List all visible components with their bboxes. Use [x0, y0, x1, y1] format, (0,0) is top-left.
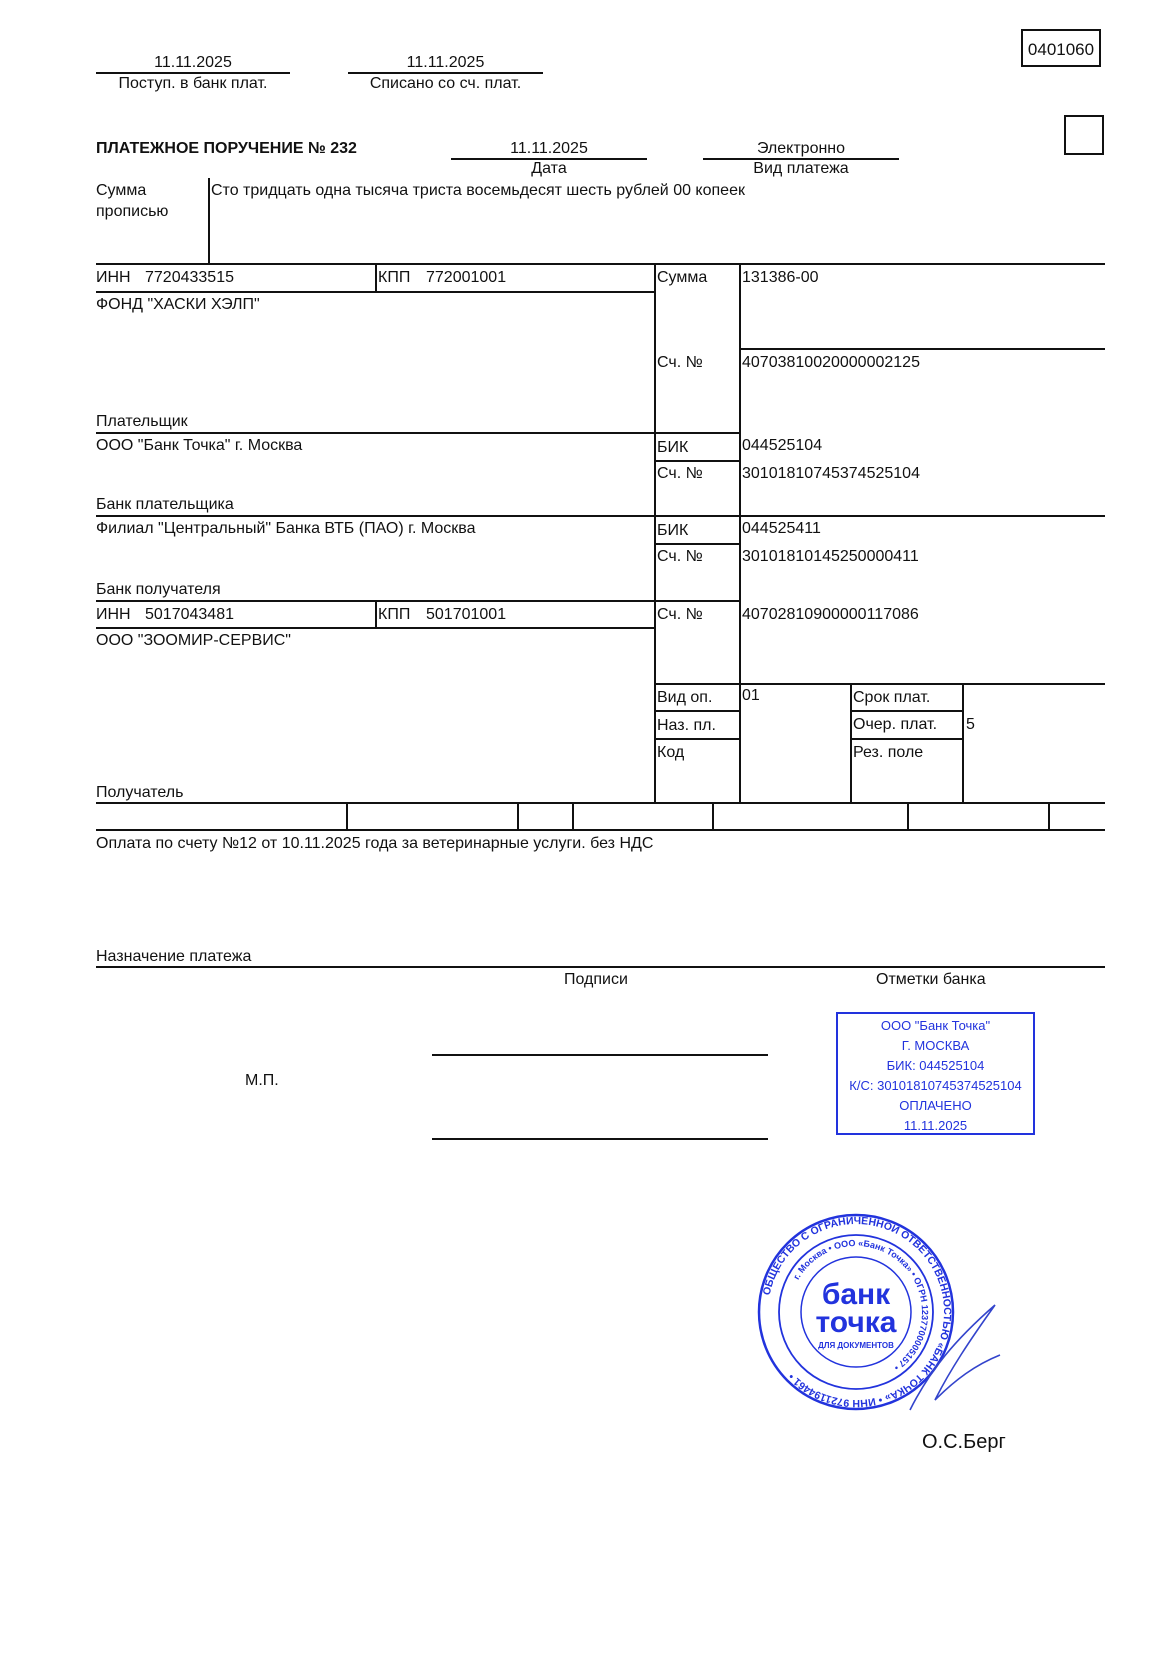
signer-name: О.С.Берг [922, 1431, 1006, 1453]
received-date-line [96, 72, 290, 74]
svg-text:ОБЩЕСТВО С ОГРАНИЧЕННОЙ ОТВЕТС: ОБЩЕСТВО С ОГРАНИЧЕННОЙ ОТВЕТСТВЕННОСТЬЮ «БАНК ТОЧКА» • ИНН 9721194461 • [760, 1214, 954, 1410]
grid-line [654, 600, 740, 602]
reserve-label: Рез. поле [853, 744, 924, 761]
recipient-bank-bik-label: БИК [657, 522, 689, 539]
grid-line [962, 683, 964, 803]
grid-line [654, 543, 740, 545]
payer-name: ФОНД "ХАСКИ ХЭЛП" [96, 296, 260, 313]
grid-line [850, 683, 852, 803]
seal-logo-sub: ДЛЯ ДОКУМЕНТОВ [818, 1341, 894, 1350]
payer-bank-bik: 044525104 [742, 437, 823, 454]
recipient-inn-label: ИНН [96, 606, 131, 623]
empty-mark-box [1064, 115, 1104, 155]
grid-line [654, 432, 740, 434]
form-code: 0401060 [1027, 40, 1095, 59]
bank-paid-stamp [836, 1012, 1035, 1135]
grid-line [517, 802, 519, 830]
stamp-line: ООО "Банк Точка" [880, 1018, 991, 1033]
recipient-kpp-label: КПП [378, 606, 411, 623]
grid-line [739, 348, 1105, 350]
form-code-box [1021, 29, 1101, 67]
payment-type: Электронно [756, 140, 846, 157]
recipient-inn: 5017043481 [145, 606, 234, 623]
purpose-label: Назначение платежа [96, 948, 252, 965]
debited-date-line [348, 72, 543, 74]
amount-words-label-2: прописью [96, 203, 169, 220]
grid-line [375, 600, 377, 628]
grid-line [739, 263, 741, 803]
grid-line [654, 263, 656, 803]
priority: 5 [966, 716, 975, 733]
op-type-label: Вид оп. [657, 689, 713, 706]
doc-date: 11.11.2025 [510, 140, 588, 157]
payer-inn-label: ИНН [96, 269, 131, 286]
payment-type-label: Вид платежа [753, 160, 849, 177]
bank-marks-label: Отметки банка [876, 971, 986, 988]
stamp-line: К/С: 30101810745374525104 [849, 1078, 1022, 1093]
grid-line [907, 802, 909, 830]
recipient-bank-name: Филиал "Центральный" Банка ВТБ (ПАО) г. Москва [96, 520, 476, 537]
payer-inn: 7720433515 [145, 269, 234, 286]
amount-words-label-1: Сумма [96, 182, 147, 199]
grid-line [1048, 802, 1050, 830]
stamp-line: БИК: 044525104 [886, 1058, 985, 1073]
seal-logo-line1: банк [821, 1278, 891, 1311]
payer-account-label: Сч. № [657, 354, 703, 371]
signatures-label: Подписи [564, 971, 628, 988]
grid-line [850, 710, 962, 712]
grid-line [712, 802, 714, 830]
received-label: Поступ. в банк плат. [118, 75, 268, 92]
stamp-line: 11.11.2025 [903, 1118, 968, 1133]
priority-label: Очер. плат. [853, 716, 938, 733]
recipient-section-label: Получатель [96, 784, 184, 801]
signature-scribble-icon [900, 1300, 1020, 1420]
amount-words: Сто тридцать одна тысяча триста восемьдесят шесть рублей 00 копеек [211, 182, 745, 199]
grid-line [654, 738, 740, 740]
grid-line [346, 802, 348, 830]
grid-line [96, 263, 1105, 265]
recipient-account: 40702810900000117086 [742, 606, 919, 623]
received-date: 11.11.2025 [154, 54, 232, 71]
svg-text:г. Москва • ООО «Банк Точка» •: г. Москва • ООО «Банк Точка» • ОГРН 1237700005157 • [791, 1237, 931, 1373]
debited-date: 11.11.2025 [406, 54, 485, 71]
grid-line [654, 683, 1105, 685]
purpose-line [96, 966, 1105, 968]
payer-bank-section-label: Банк плательщика [96, 496, 234, 513]
stamp-line: Г. МОСКВА [901, 1038, 970, 1053]
grid-line [96, 829, 1105, 831]
amount-words-divider [208, 178, 210, 264]
payer-bank-name: ООО "Банк Точка" г. Москва [96, 437, 303, 454]
op-type: 01 [742, 687, 760, 704]
payer-bank-bik-label: БИК [657, 439, 689, 456]
grid-line [96, 802, 1105, 804]
recipient-kpp: 501701001 [426, 606, 507, 623]
doc-date-label: Дата [531, 160, 567, 177]
purpose-code-label: Наз. пл. [657, 717, 716, 734]
recipient-account-label: Сч. № [657, 606, 703, 623]
payer-section-label: Плательщик [96, 413, 188, 430]
recipient-bank-section-label: Банк получателя [96, 581, 221, 598]
grid-line [572, 802, 574, 830]
amount-value: 131386-00 [742, 269, 819, 286]
debited-label: Списано со сч. плат. [369, 75, 522, 92]
term-label: Срок плат. [853, 689, 931, 706]
payer-bank-account-label: Сч. № [657, 465, 703, 482]
amount-label: Сумма [657, 269, 708, 286]
recipient-bank-account: 30101810145250000411 [742, 548, 919, 565]
signature-line-1 [432, 1054, 768, 1056]
grid-line [654, 460, 740, 462]
page-title: ПЛАТЕЖНОЕ ПОРУЧЕНИЕ № 232 [96, 140, 357, 157]
grid-line [850, 738, 962, 740]
recipient-bank-bik: 044525411 [742, 520, 821, 537]
payer-kpp-label: КПП [378, 269, 411, 286]
grid-line [96, 515, 1105, 517]
grid-line [375, 263, 377, 292]
seal-logo-line2: точка [815, 1306, 897, 1339]
purpose-text: Оплата по счету №12 от 10.11.2025 года за ветеринарные услуги. без НДС [96, 835, 654, 852]
grid-line [654, 710, 740, 712]
recipient-name: ООО "ЗООМИР-СЕРВИС" [96, 632, 291, 649]
payer-account: 40703810020000002125 [742, 354, 920, 371]
signature-line-2 [432, 1138, 768, 1140]
recipient-bank-account-label: Сч. № [657, 548, 703, 565]
stamp-line: ОПЛАЧЕНО [899, 1098, 972, 1113]
grid-line [96, 432, 654, 434]
seal-label: М.П. [245, 1072, 279, 1089]
code-label: Код [657, 744, 685, 761]
payer-kpp: 772001001 [426, 269, 507, 286]
payer-bank-account: 30101810745374525104 [742, 465, 920, 482]
